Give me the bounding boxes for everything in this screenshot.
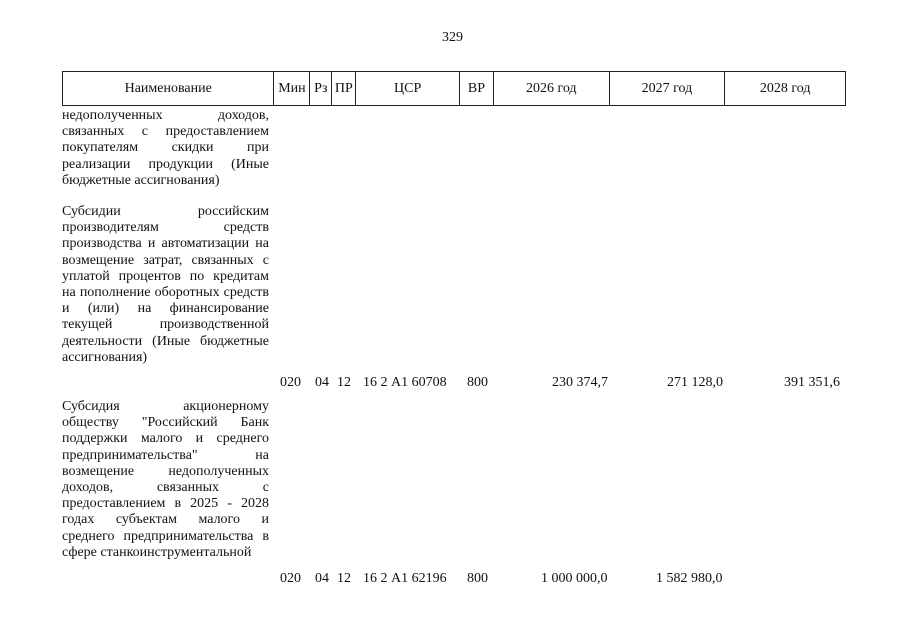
header-2026: 2026 год [494, 72, 610, 105]
header-csr: ЦСР [356, 72, 460, 105]
cell-vr: 800 [467, 571, 488, 586]
table-header [62, 71, 846, 106]
cell-rz: 04 [315, 375, 329, 390]
table-row-name: недополученных доходов, связанных с предоставлением покупателям скидки при реализации продукции (Иные бюджетные ассигнования) [62, 108, 269, 188]
table-row-name: Субсидии российским производителям средств производства и автоматизации на возмещение затрат, связанных с уплатой процентов по кредитам на пополнение оборотных средств и (или) на финансирование текущей производственной деятельности (Иные бюджетные ассигнования) [62, 204, 269, 365]
cell-2026: 230 374,7 [552, 375, 608, 390]
cell-pr: 12 [337, 571, 351, 586]
cell-2027: 271 128,0 [667, 375, 723, 390]
cell-csr: 16 2 А1 62196 [363, 571, 447, 586]
header-2028: 2028 год [759, 80, 811, 96]
header-pr: ПР [332, 72, 356, 105]
header-name: Наименование [63, 72, 274, 105]
table-row-name: Субсидия акционерному обществу "Российский Банк поддержки малого и среднего предпринимательства" на возмещение недополученных доходов, связанных с предоставлением в 2025 - 2028 годах субъектам малого и среднего предпринимательства в сфере станкоинструментальной [62, 399, 269, 560]
cell-2026: 1 000 000,0 [541, 571, 608, 586]
cell-pr: 12 [337, 375, 351, 390]
page-number: 329 [442, 30, 463, 45]
header-min: Мин [274, 72, 310, 105]
cell-min: 020 [280, 571, 301, 586]
cell-csr: 16 2 А1 60708 [363, 375, 447, 390]
header-vr: ВР [460, 72, 494, 105]
cell-2027: 1 582 980,0 [656, 571, 723, 586]
cell-vr: 800 [467, 375, 488, 390]
header-2027: 2027 год [610, 72, 726, 105]
cell-rz: 04 [315, 571, 329, 586]
header-rz: Рз [310, 72, 332, 105]
cell-2028: 391 351,6 [784, 375, 840, 390]
cell-min: 020 [280, 375, 301, 390]
